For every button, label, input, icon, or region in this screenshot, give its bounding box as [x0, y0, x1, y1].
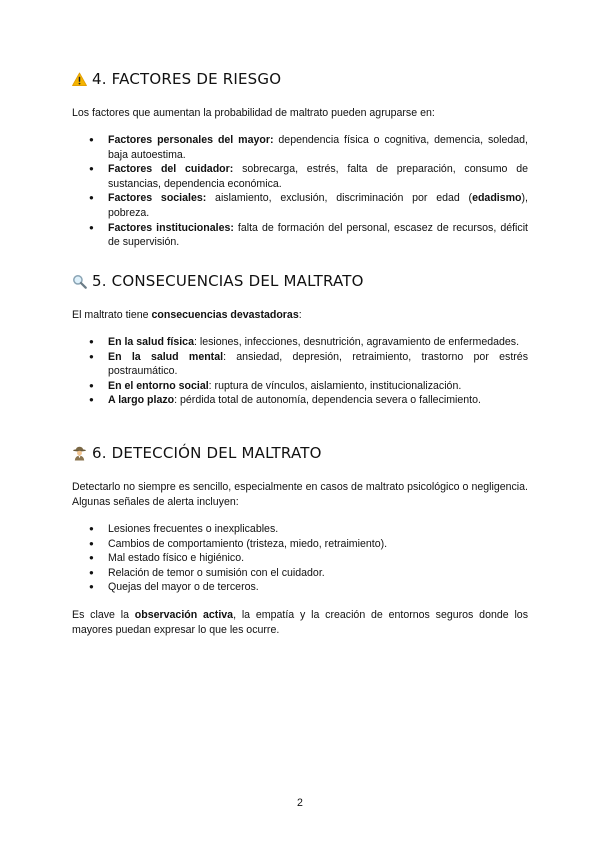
section-detection — [72, 444, 528, 638]
item-label: Factores sociales: — [108, 192, 207, 205]
list-item: ● Mal estado físico e higiénico. — [72, 551, 528, 566]
item-text: sobrecarga, estrés, falta de preparación, consumo de sustancias, dependencia económica. — [108, 163, 528, 190]
item-text: : pérdida total de autonomía, dependencia severa o fallecimiento. — [174, 394, 481, 407]
intro-text: El maltrato tiene — [72, 309, 152, 321]
list-item: ● Relación de temor o sumisión con el cuidador. — [72, 566, 528, 581]
list-item — [72, 221, 528, 250]
item-emphasis: edadismo — [472, 192, 522, 205]
closing-text: Es clave la — [72, 608, 135, 621]
magnifier-icon — [72, 274, 87, 289]
heading-text: 5. CONSECUENCIAS DEL MALTRATO — [92, 272, 364, 290]
closing-emphasis: observación activa — [134, 608, 234, 621]
item-text: dependencia física o cognitiva, demencia, soledad, baja autoestima. — [108, 134, 529, 161]
closing-text: , la empatía y la creación de entornos seguros donde los mayores puedan expresar lo que les ocurre. — [72, 608, 528, 636]
section-risk-factors — [72, 70, 528, 250]
list-item — [72, 350, 528, 379]
list-item — [72, 379, 528, 394]
list-item — [72, 133, 528, 162]
intro-paragraph: Los factores que aumentan la probabilidad de maltrato pueden agruparse en: — [72, 107, 435, 119]
list-item — [72, 191, 528, 220]
list-item — [72, 335, 528, 350]
item-text: falta de formación del personal, escasez de recursos, déficit de supervisión. — [108, 221, 528, 249]
item-label: Factores personales del mayor: — [108, 134, 274, 146]
item-text: : ansiedad, depresión, retraimiento, trastorno por estrés postraumático. — [108, 350, 528, 378]
heading-detection — [72, 444, 528, 462]
list-item: ● Quejas del mayor o de terceros. — [72, 580, 528, 595]
item-label: Factores institucionales: — [108, 221, 234, 234]
item-label: En la salud mental — [108, 350, 224, 363]
heading-text: 6. DETECCIÓN DEL MALTRATO — [92, 444, 322, 462]
section-consequences — [72, 272, 528, 408]
heading-consequences — [72, 272, 528, 290]
intro-paragraph — [72, 308, 528, 323]
consequence-list — [72, 335, 528, 408]
heading-text: 4. FACTORES DE RIESGO — [92, 70, 282, 88]
closing-paragraph — [72, 608, 528, 638]
list-item: ● Cambios de comportamiento (tristeza, miedo, retraimiento). — [72, 537, 528, 552]
item-label: En la salud física — [108, 336, 194, 348]
intro-paragraph: Detectarlo no siempre es sencillo, especialmente en casos de maltrato psicológico o negligencia. Algunas señales de alerta incluyen: — [72, 481, 528, 508]
item-text: : lesiones, infecciones, desnutrición, agravamiento de enfermedades. — [193, 336, 520, 348]
intro-text: : — [298, 309, 302, 321]
item-text: aislamiento, exclusión, discriminación por edad ( — [206, 192, 473, 205]
risk-factor-list — [72, 133, 528, 250]
list-item — [72, 162, 528, 191]
warning-signs-list — [72, 522, 528, 595]
page-number: 2 — [297, 797, 303, 809]
heading-risk-factors — [72, 70, 528, 88]
item-label: Factores del cuidador: — [108, 163, 234, 176]
item-label: En el entorno social — [108, 379, 209, 392]
intro-emphasis: consecuencias devastadoras — [151, 309, 299, 321]
list-item: ● Lesiones frecuentes o inexplicables. — [72, 522, 528, 537]
warning-icon — [72, 72, 87, 87]
list-item — [72, 393, 528, 408]
detective-icon — [72, 446, 87, 461]
item-text: ), pobreza. — [108, 192, 528, 219]
item-text: : ruptura de vínculos, aislamiento, institucionalización. — [208, 379, 462, 392]
item-label: A largo plazo — [108, 394, 175, 407]
